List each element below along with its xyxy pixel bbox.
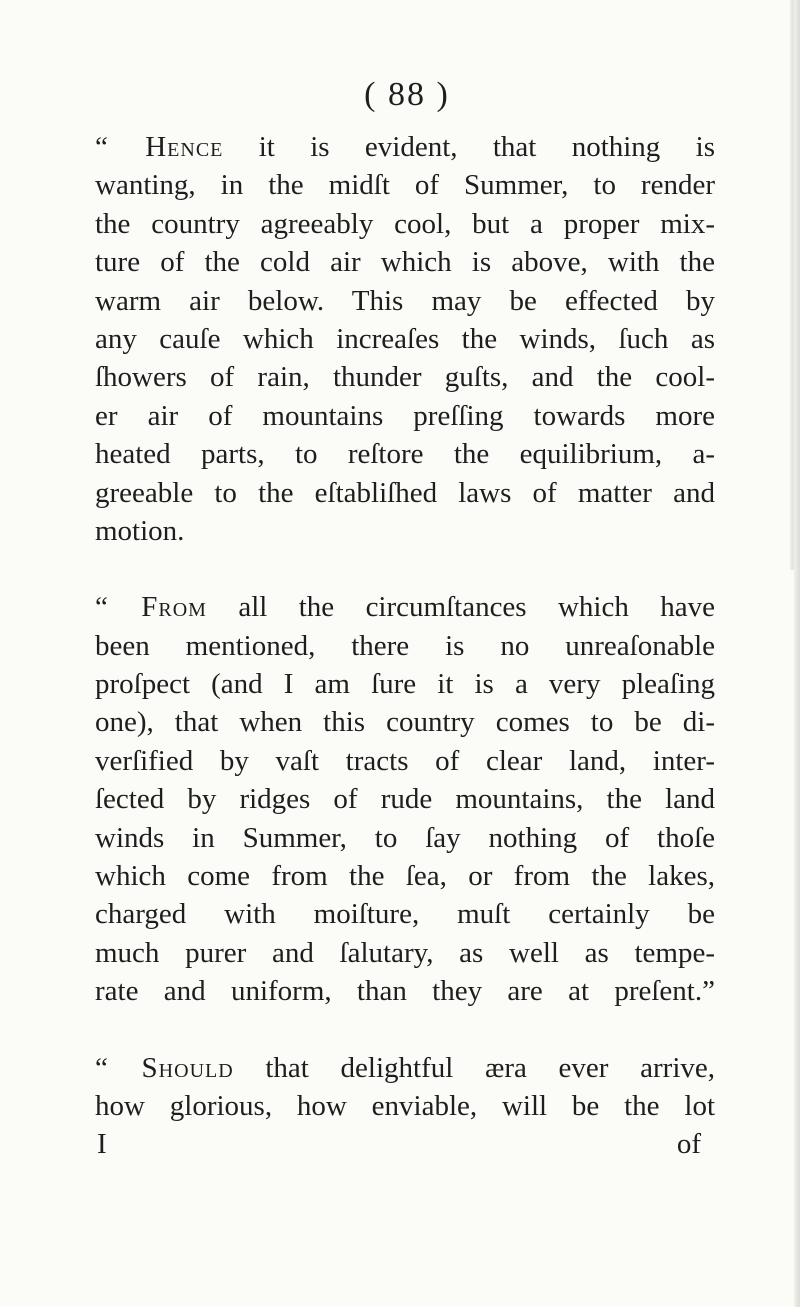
text-line: been mentioned, there is no unreaſonable xyxy=(95,629,715,662)
body-text xyxy=(95,128,715,1163)
signature-mark: I xyxy=(97,1128,107,1161)
paragraph-gap xyxy=(95,550,715,588)
small-caps-lead: “ From xyxy=(95,591,207,624)
text-line: how glorious, how enviable, will be the lot xyxy=(95,1089,715,1122)
text-line: heated parts, to reſtore the equilibrium, a- xyxy=(95,438,715,471)
text-line: winds in Summer, to ſay nothing of thoſe xyxy=(95,821,715,854)
text-line: motion. xyxy=(95,514,185,547)
text-line: which come from the ſea, or from the lakes, xyxy=(95,860,715,893)
text-line: the country agreeably cool, but a proper mix- xyxy=(95,207,715,240)
paragraph-gap xyxy=(95,1011,715,1049)
small-caps-lead: “ Should xyxy=(95,1051,234,1084)
text-line: ſhowers of rain, thunder guſts, and the cool- xyxy=(95,361,715,394)
catchword-line xyxy=(95,1125,715,1163)
text-line: greeable to the eſtabliſhed laws of matter and xyxy=(95,476,715,509)
text-line: “ Hence it is evident, that nothing is xyxy=(95,131,716,163)
catchword: of xyxy=(676,1128,701,1161)
text-line: wanting, in the midſt of Summer, to render xyxy=(95,169,715,202)
text-line: verſified by vaſt tracts of clear land, inter- xyxy=(95,744,715,777)
small-caps-lead: “ Hence xyxy=(95,131,224,163)
text-line: warm air below. This may be effected by xyxy=(95,284,715,317)
text-line: much purer and ſalutary, as well as tempe- xyxy=(95,936,715,969)
text-line: one), that when this country comes to be di- xyxy=(95,706,715,739)
text-line: ture of the cold air which is above, with the xyxy=(95,246,715,279)
text-line: charged with moiſture, muſt certainly be xyxy=(95,898,715,931)
text-line: “ From all the circumſtances which have xyxy=(95,591,715,624)
page-edge xyxy=(794,0,800,1307)
text-line: er air of mountains preſſing towards more xyxy=(95,399,715,432)
text-line: ſected by ridges of rude mountains, the land xyxy=(95,783,715,816)
text-line: proſpect (and I am ſure it is a very pleaſing xyxy=(95,668,715,701)
text-line: rate and uniform, than they are at preſent.” xyxy=(95,975,715,1008)
text-line: any cauſe which increaſes the winds, ſuch as xyxy=(95,322,715,355)
text-line: “ Should that delightful æra ever arrive, xyxy=(95,1051,715,1084)
page-number: ( 88 ) xyxy=(364,76,450,113)
